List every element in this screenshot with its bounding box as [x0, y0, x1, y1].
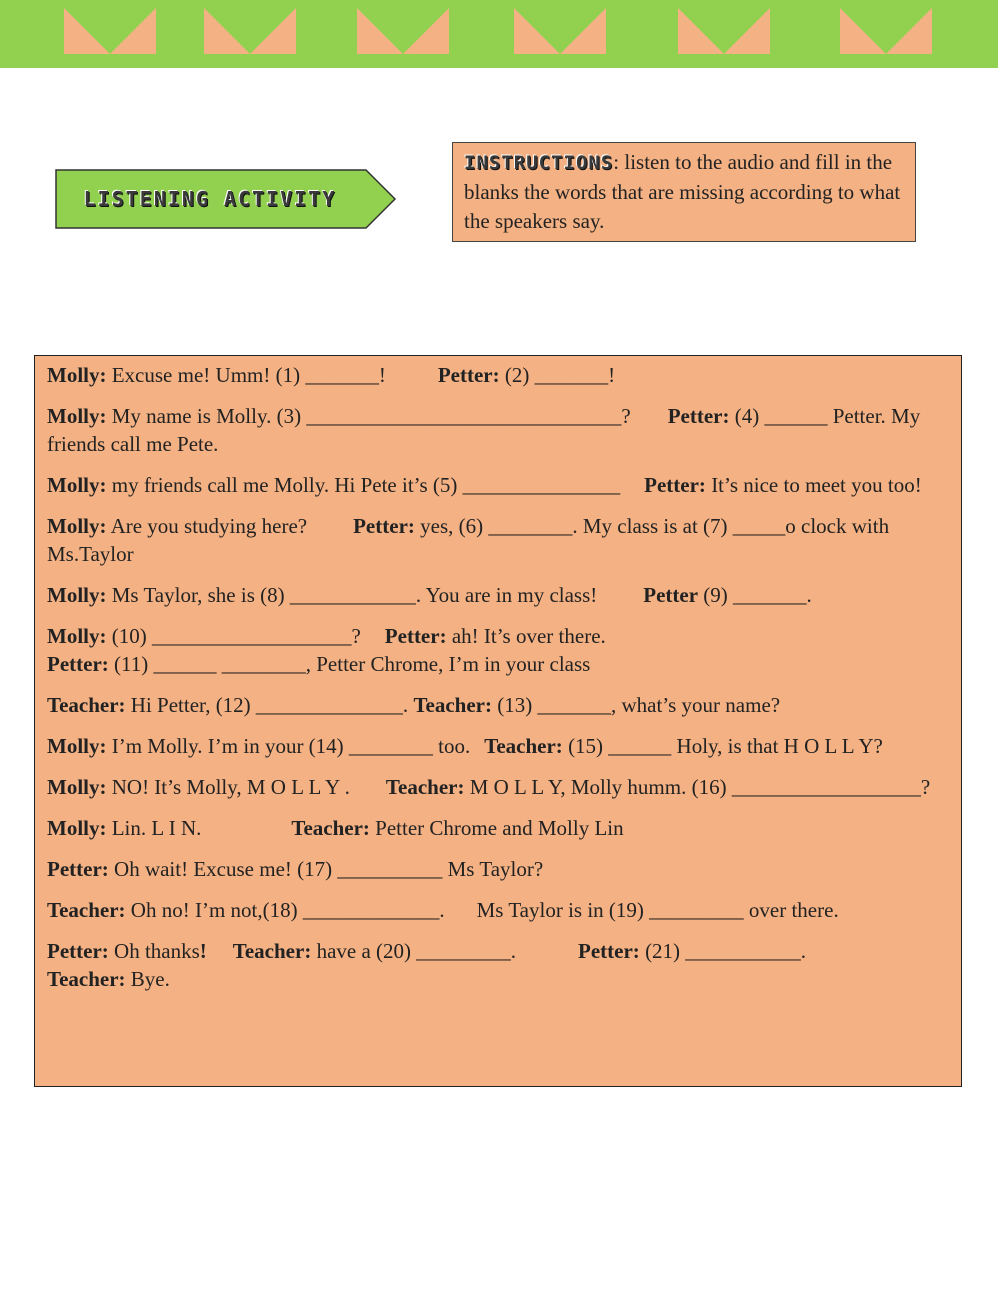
- instructions-text: : listen to the audio and fill in the blanks the words that are missing according to what the speakers say.: [464, 150, 901, 233]
- speaker-label: Petter:: [47, 939, 109, 963]
- triangle-decoration: [204, 8, 296, 54]
- speaker-label: Petter:: [667, 404, 730, 428]
- speaker-label: Teacher:: [47, 967, 126, 991]
- dialogue-line-8: [47, 732, 949, 760]
- line-text: ah! It’s over there.: [446, 624, 606, 648]
- triangle-decoration: [64, 8, 156, 54]
- line-text: Oh no! I’m not,(18) _____________.: [125, 898, 445, 922]
- triangle-decoration: [514, 8, 606, 54]
- line-text: (9) _______.: [698, 583, 812, 607]
- line-text: My name is Molly. (3) ______________________________?: [106, 404, 631, 428]
- line-text: Bye.: [125, 967, 170, 991]
- line-text: Petter Chrome and Molly Lin: [369, 816, 624, 840]
- speaker-label: Petter:: [47, 652, 109, 676]
- dialogue-box: [34, 355, 962, 1087]
- dialogue-line-13: [47, 937, 949, 993]
- line-text: Ms Taylor is in (19) _________ over there.: [476, 898, 839, 922]
- dialogue-line-7: [47, 691, 949, 719]
- line-text: Oh wait! Excuse me! (17) __________ Ms Taylor?: [108, 857, 544, 881]
- line-text: Lin. L I N.: [106, 816, 202, 840]
- speaker-label: Molly:: [47, 734, 107, 758]
- line-text: Hi Petter, (12) ______________.: [125, 693, 409, 717]
- speaker-label: Molly:: [47, 404, 107, 428]
- dialogue-line-11: [47, 855, 949, 883]
- line-text: (11) ______ ________, Petter Chrome, I’m in your class: [108, 652, 591, 676]
- speaker-label: Petter:: [437, 363, 500, 387]
- line-text: have a (20) _________.: [311, 939, 517, 963]
- speaker-label: Molly:: [47, 775, 107, 799]
- instructions-box: [452, 142, 916, 242]
- dialogue-line-3: [47, 471, 949, 499]
- line-text: (2) _______!: [499, 363, 616, 387]
- speaker-label: Petter:: [47, 857, 109, 881]
- triangle-decoration: [678, 8, 770, 54]
- line-text: Are you studying here?: [106, 514, 308, 538]
- speaker-label: Petter:: [384, 624, 447, 648]
- speaker-label: Teacher:: [291, 816, 370, 840]
- instructions-heading: INSTRUCTIONS: [464, 152, 614, 174]
- speaker-label: Molly:: [47, 514, 107, 538]
- speaker-label: Petter: [643, 583, 699, 607]
- speaker-label: Teacher:: [413, 693, 492, 717]
- line-text: Excuse me! Umm! (1) _______!: [106, 363, 386, 387]
- line-text: It’s nice to meet you too!: [705, 473, 922, 497]
- speaker-label: Molly:: [47, 624, 107, 648]
- line-text: I’m Molly. I’m in your (14) ________ too.: [106, 734, 471, 758]
- line-text: M O L L Y, Molly humm. (16) __________________?: [464, 775, 931, 799]
- speaker-label: Teacher:: [385, 775, 465, 799]
- line-text: yes, (6) ________. My class is at (7) _____o clock with Ms.Taylor: [47, 514, 890, 566]
- speaker-label: Petter:: [644, 473, 706, 497]
- speaker-label: Teacher:: [232, 939, 312, 963]
- dialogue-line-5: [47, 581, 949, 609]
- line-text: my friends call me Molly. Hi Pete it’s (5) _______________: [106, 473, 621, 497]
- dialogue-line-12: [47, 896, 949, 924]
- speaker-label: Molly:: [47, 363, 107, 387]
- exclamation-mark: !: [199, 939, 207, 963]
- dialogue-line-10: [47, 814, 949, 842]
- line-text: (10) ___________________?: [106, 624, 361, 648]
- speaker-label: Teacher:: [484, 734, 563, 758]
- line-text: (15) ______ Holy, is that H O L L Y?: [562, 734, 883, 758]
- speaker-label: Teacher:: [47, 693, 126, 717]
- dialogue-line-9: [47, 773, 949, 801]
- dialogue-line-2: [47, 402, 949, 458]
- line-text: NO! It’s Molly, M O L L Y .: [106, 775, 350, 799]
- speaker-label: Molly:: [47, 583, 107, 607]
- speaker-label: Molly:: [47, 816, 107, 840]
- header-band: [0, 0, 998, 68]
- triangle-decoration: [840, 8, 932, 54]
- line-text: Oh thanks: [108, 939, 200, 963]
- line-text: (13) _______, what’s your name?: [491, 693, 781, 717]
- dialogue-line-6: [47, 622, 949, 678]
- speaker-label: Molly:: [47, 473, 107, 497]
- speaker-label: Petter:: [578, 939, 640, 963]
- triangle-decoration: [357, 8, 449, 54]
- speaker-label: Teacher:: [47, 898, 126, 922]
- speaker-label: Petter:: [353, 514, 415, 538]
- line-text: Ms Taylor, she is (8) ____________. You are in my class!: [106, 583, 598, 607]
- banner-label: LISTENING ACTIVITY: [83, 187, 337, 211]
- line-text: (4) ______ Petter. My friends call me Pete.: [47, 404, 921, 456]
- line-text: (21) ___________.: [639, 939, 807, 963]
- dialogue-line-1: [47, 361, 949, 389]
- dialogue-line-4: [47, 512, 949, 568]
